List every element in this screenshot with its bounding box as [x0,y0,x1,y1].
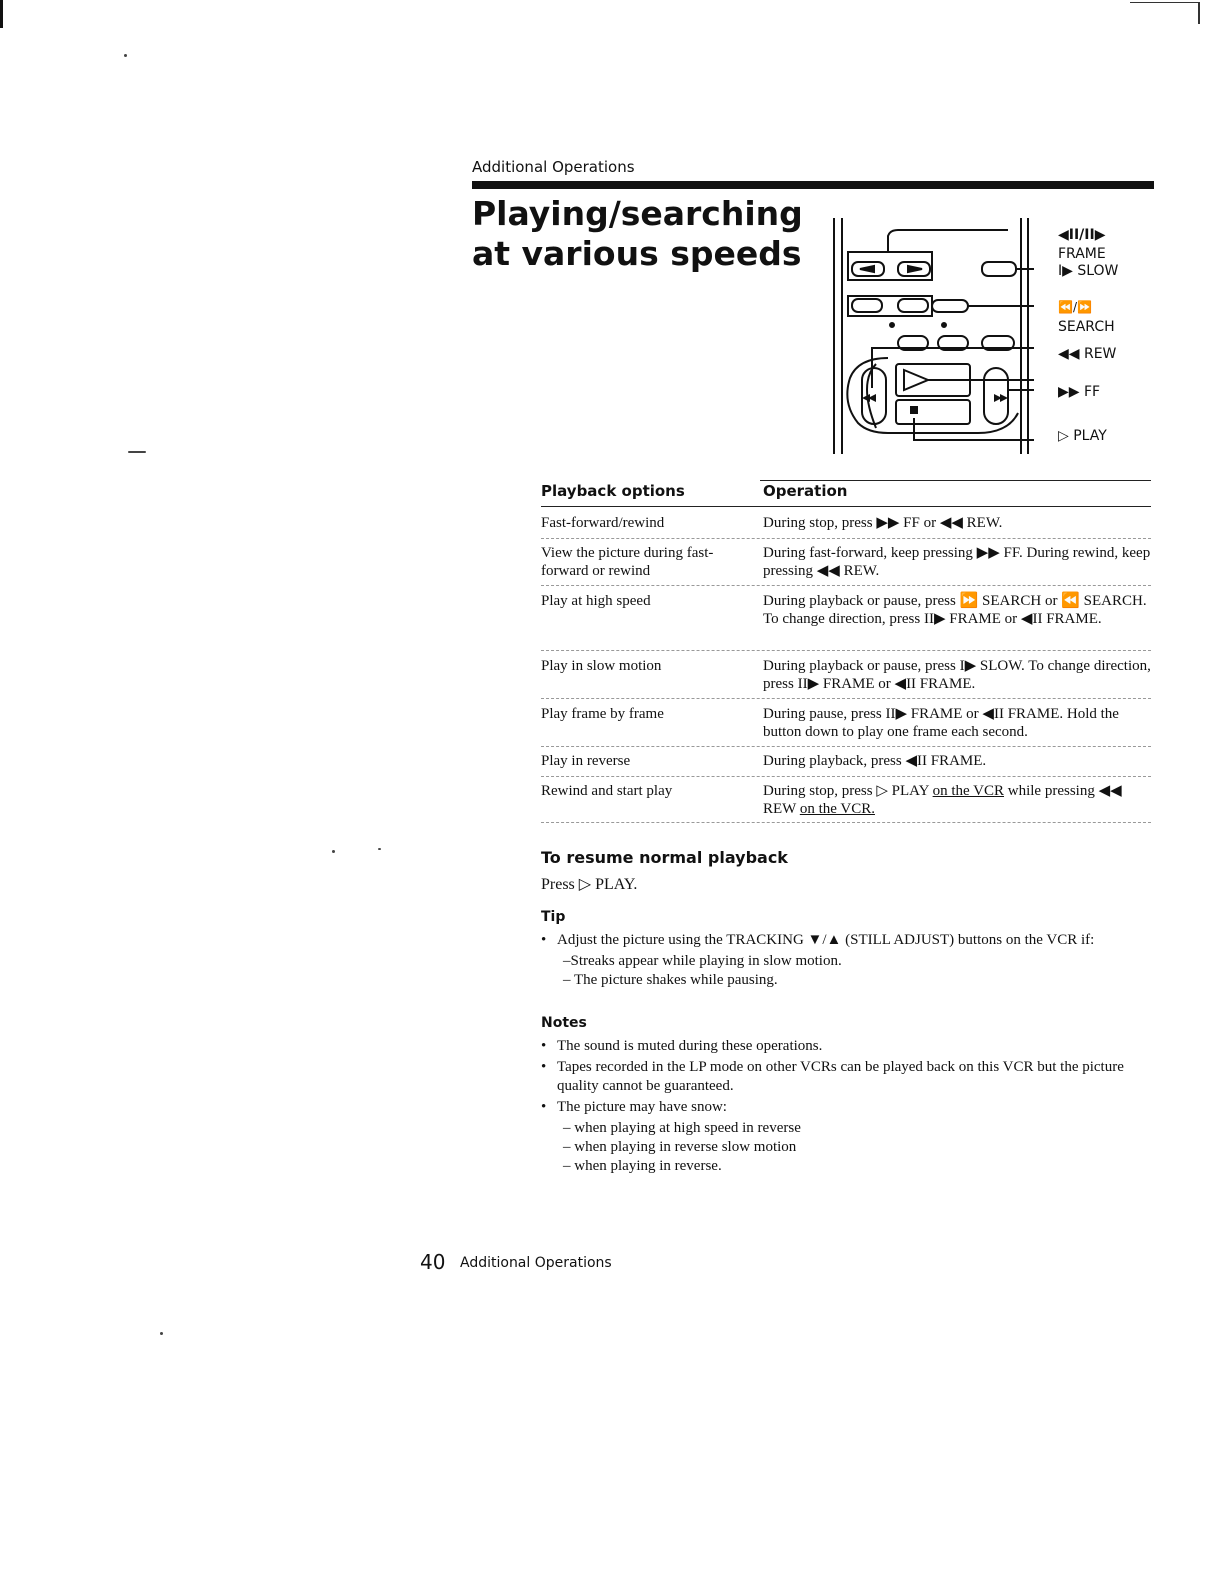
table-cell-option: Play at high speed [541,593,651,609]
note-item: • Tapes recorded in the LP mode on other VCRs can be played back on this VCR but the picture quality cannot be guaranteed. [541,1058,1153,1096]
table-cell-option: Play in reverse [541,753,631,769]
play-bottom-leader [914,418,1034,440]
note-item: • The sound is muted during these operations. [541,1037,1153,1056]
table-header-options: Playback options [541,482,685,500]
scan-edge-mark [1198,2,1200,24]
resume-text: Press ▷ PLAY. [541,876,638,893]
table-header-rule [541,506,1151,507]
frame-leader [888,230,1008,253]
tip-sub-item: –Streaks appear while playing in slow motion. [563,953,842,969]
tip-item: • Adjust the picture using the TRACKING ▼/▲ (STILL ADJUST) buttons on the VCR if: [541,931,1153,950]
operation-text-2: while pressing ◀◀ REW [763,783,1122,817]
callout-search: SEARCH [1058,319,1115,335]
row-divider [541,698,1151,699]
tip-sub-item: – The picture shakes while pausing. [563,972,778,988]
table-cell-operation: During playback or pause, press I▶ SLOW. To change direction, press II▶ FRAME or ◀II FRAME. [763,658,1151,692]
section-label: Additional Operations [472,158,635,176]
page-title-line-1: Playing/searching [472,194,803,233]
callout-play: ▷ PLAY [1058,428,1107,444]
operation-vcr-note-1: on the VCR [932,783,1005,799]
page-title [472,194,812,274]
note-sub-item: – when playing in reverse slow motion [563,1139,797,1155]
operation-vcr-note-2: on the VCR. [799,801,875,817]
callout-ff: ▶▶ FF [1058,384,1101,400]
scan-speck [378,848,381,850]
operation-text-1: During stop, press ▷ PLAY [763,783,933,799]
slow-button [982,262,1016,276]
table-cell-operation: During playback, press ◀II FRAME. [763,753,987,769]
table-cell-operation: During playback or pause, press ⏩ SEARCH or ⏪ SEARCH. To change direction, press II▶ FRAME or ◀II FRAME. [763,593,1147,627]
remote-control-diagram [828,218,1038,454]
note-sub-item: – when playing at high speed in reverse [563,1120,801,1136]
scan-speck [128,451,146,453]
tip-heading: Tip [541,909,566,925]
notes-list [541,1037,1153,1176]
table-bottom-rule [541,822,1151,823]
callout-rew: ◀◀ REW [1058,346,1117,362]
row-divider [541,585,1151,586]
callout-search-symbols: ⏪/⏩ [1058,300,1092,314]
footer-section: Additional Operations [460,1255,612,1271]
table-cell-operation: During fast-forward, keep pressing ▶▶ FF. During rewind, keep pressing ◀◀ REW. [763,545,1151,579]
table-cell-option: Fast-forward/rewind [541,515,665,531]
search-reverse-button [852,299,882,312]
callout-slow: I▶ SLOW [1058,263,1119,279]
table-header-operation: Operation [763,482,848,500]
note-item: • The picture may have snow: [541,1098,1153,1117]
note-sub-item: – when playing in reverse. [563,1158,722,1174]
page-title-line-2: at various speeds [472,234,802,273]
scan-speck [124,54,127,57]
scan-edge-mark [0,0,3,28]
search-forward-button [898,299,928,312]
scan-speck [160,1332,163,1335]
table-cell-option: Play in slow motion [541,658,662,674]
table-cell-option: Play frame by frame [541,706,664,722]
scan-speck [332,850,335,853]
row-divider [541,650,1151,651]
callout-frame: FRAME [1058,246,1106,262]
tip-list [541,931,1153,990]
search-connector [932,300,968,312]
table-cell-option: Rewind and start play [541,783,673,799]
table-cell-option: View the picture during fast-forward or rewind [541,545,714,579]
callout-frame-symbols: ◀II/II▶ [1058,227,1106,243]
table-cell-operation: During stop, press ▶▶ FF or ◀◀ REW. [763,515,1003,531]
row-divider [541,746,1151,747]
notes-heading: Notes [541,1015,587,1031]
scan-edge-mark [1130,2,1200,3]
header-rule [472,181,1154,189]
stop-button [896,400,970,424]
page-number: 40 [420,1250,446,1274]
table-cell-operation [763,782,1155,818]
table-cell-operation: During pause, press II▶ FRAME or ◀II FRAME. Hold the button down to play one frame each second. [763,706,1119,740]
row-divider [541,538,1151,539]
table-top-rule [760,480,1151,481]
resume-heading: To resume normal playback [541,848,788,867]
row-divider [541,776,1151,777]
